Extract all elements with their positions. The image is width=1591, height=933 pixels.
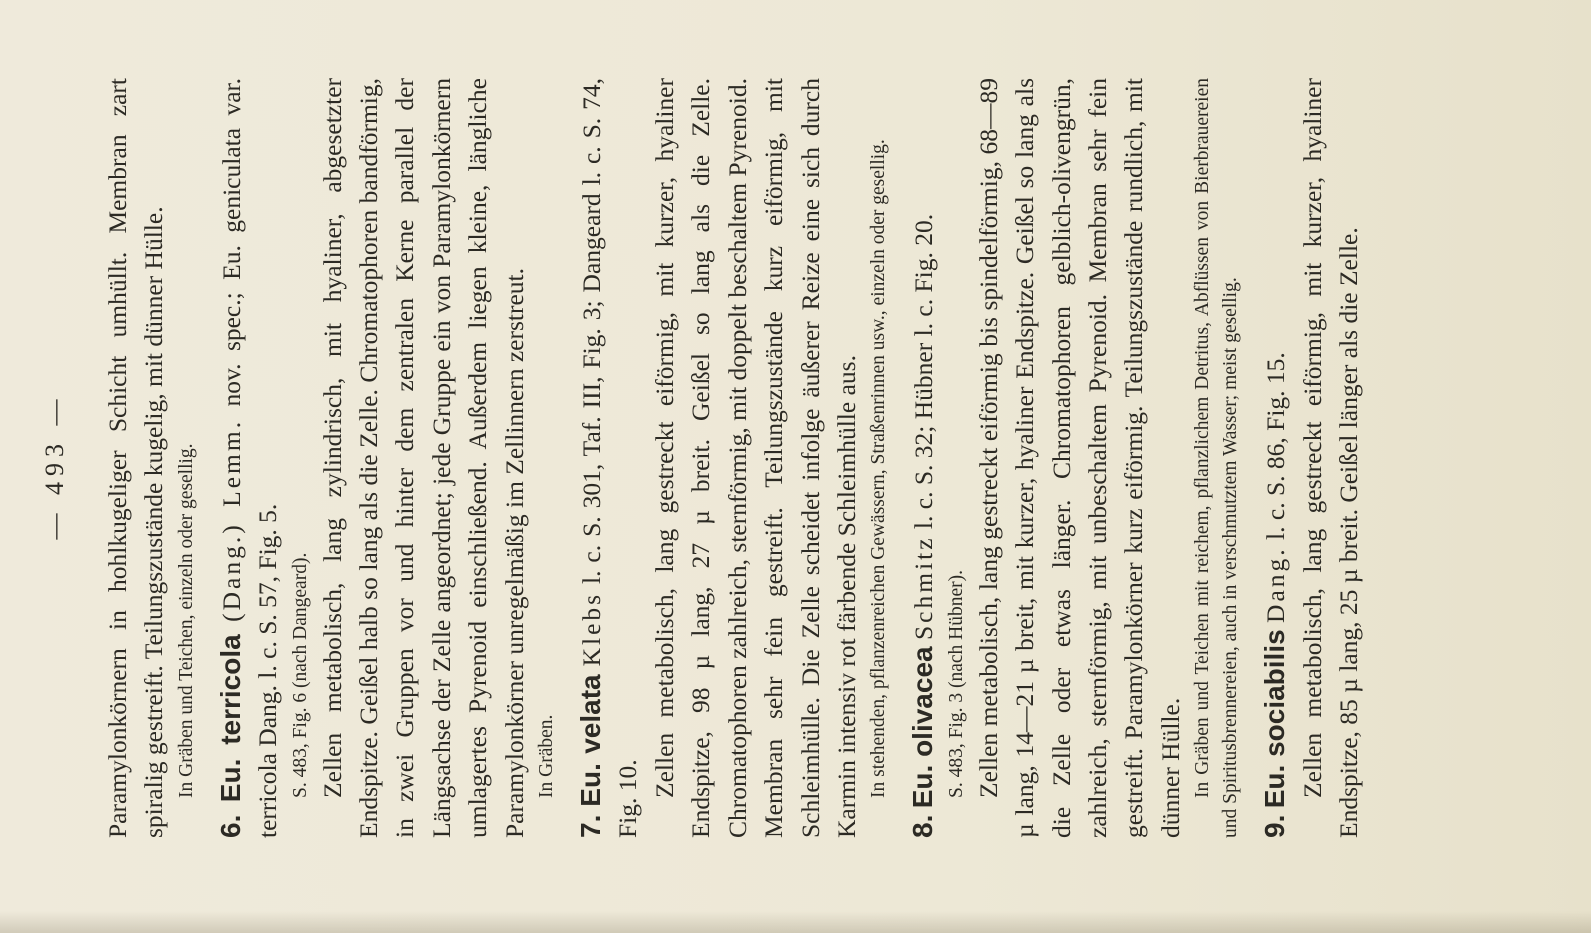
species-author: Klebs: [577, 591, 607, 667]
species-reference: l. c. S. 32; Hübner l. c. Fig. 20.: [909, 213, 939, 536]
species-entry-8: [905, 78, 942, 838]
page-number: — 493 —: [40, 393, 69, 540]
species-number: 6.: [214, 814, 246, 838]
page-edge-shadow: [0, 911, 1591, 933]
figure-reference: S. 483, Fig. 3 (nach Hübner).: [945, 569, 967, 798]
page-body: [100, 78, 1367, 838]
species-number: 9.: [1259, 814, 1291, 838]
species-name: Eu. sociabilis: [1259, 629, 1291, 809]
species-entry-6: [213, 78, 287, 838]
species-entry-7: [573, 78, 647, 838]
species-author: Dang.: [1261, 546, 1291, 623]
species-author: (Dang.) Lemm.: [216, 418, 246, 622]
description: Zellen metabolisch, lang gestreckt eiförmig, mit kurzer, hyaliner Endspitze, 85 µ lang, 25 µ breit. Geißel länger als die Zelle.: [1297, 78, 1363, 838]
description: Zellen metabolisch, lang gestreckt eiförmig bis spindelförmig, 68—89 µ lang, 14—21 µ breit, mit kurzer, hyaliner Endspitze. Geißel so lang als die Zelle oder etwas länger. Chromatophoren gelblich-olivengrün, zahlreich, sternförmig, mit unbeschaltem Pyrenoid. Membran sehr fein gestreift. Paramylonkörner kurz eiförmig. Teilungszustände rundlich, mit dünner Hülle.: [973, 78, 1185, 838]
species-number: 7.: [575, 814, 607, 838]
species-author: Schmitz: [909, 535, 939, 641]
paragraph: Paramylonkörnern in hohlkugeliger Schicht umhüllt. Membran zart spiralig gestreift. Teilungszustände kugelig, mit dünner Hülle.: [103, 78, 169, 838]
figure-reference: S. 483, Fig. 6 (nach Dangeard).: [289, 552, 311, 798]
habitat-note: In stehenden, pflanzenreichen Gewässern, Straßenrinnen usw., einzeln oder gesellig.: [868, 139, 890, 798]
habitat-note: In Gräben und Teichen, einzeln oder gesellig.: [175, 443, 197, 798]
habitat-note: In Gräben.: [536, 714, 558, 798]
species-entry-9: [1257, 78, 1294, 838]
description: Zellen metabolisch, lang zylindrisch, mit hyaliner, abgesetzter Endspitze. Geißel halb so lang als die Zelle. Chromatophoren bandförmig, in zwei Gruppen vor und hinter dem zentralen Kerne parallel der Längsachse der Zelle angeordnet; jede Gruppe ein von Paramylonkörnern umlagertes Pyrenoid einschließend. Außerdem liegen kleine, längliche Paramylonkörner unregelmäßig im Zellinnern zerstreut.: [317, 78, 529, 838]
species-number: 8.: [907, 814, 939, 838]
species-reference: l. c. S. 86, Fig. 15.: [1261, 352, 1291, 547]
species-name: Eu. terricola: [214, 634, 246, 803]
description: Zellen metabolisch, lang gestreckt eiförmig, mit kurzer, hyaliner Endspitze, 98 µ lang, 27 µ breit. Geißel so lang als die Zelle. Chromatophoren zahlreich, sternförmig, mit doppelt beschaltem Pyrenoid. Membran sehr fein gestreift. Teilungszustände kurz eiförmig, mit Schleimhülle. Die Zelle scheidet infolge äußerer Reize eine sich durch Karmin intensiv rot färbende Schleimhülle aus.: [649, 78, 861, 838]
species-reference: nov. spec.; Eu. geniculata var. terricola Dang. l. c. S. 57, Fig. 5.: [216, 77, 283, 838]
species-name: Eu. velata: [575, 674, 607, 807]
habitat-note: In Gräben und Teichen mit reichem, pflanzlichem Detritus, Abflüssen von Bierbrauereien und Spiritusbrennereien, auch in verschmutztem Wasser; meist gesellig.: [1192, 78, 1242, 838]
species-reference: l. c. S. 301, Taf. III, Fig. 3; Dangeard l. c. S. 74, Fig. 10.: [577, 77, 643, 838]
species-name: Eu. olivacea: [907, 646, 939, 809]
